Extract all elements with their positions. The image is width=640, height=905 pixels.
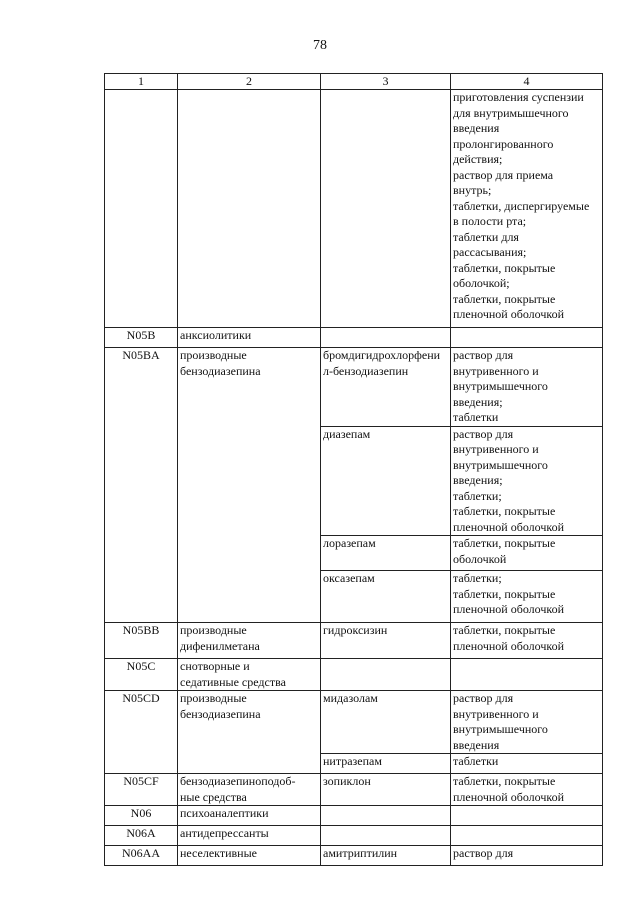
atc-code-cell: N06AA xyxy=(105,846,178,866)
atc-code-cell: N06 xyxy=(105,806,178,826)
cell-line: бензодиазепина xyxy=(180,706,261,721)
cell-line: анксиолитики xyxy=(180,328,252,342)
cell-line: раствор для xyxy=(453,846,514,860)
cell-line: оболочкой; xyxy=(453,276,510,290)
cell-line: таблетки для xyxy=(453,229,519,244)
cell-line: лоразепам xyxy=(323,536,376,550)
table-row xyxy=(105,846,603,866)
cell-line: внутривенного и xyxy=(453,706,539,721)
group-cell xyxy=(178,623,321,659)
cell-line: раствор для xyxy=(453,348,514,362)
cell-line: пленочной оболочкой xyxy=(453,519,565,534)
cell-line: таблетки xyxy=(453,754,499,768)
drug-cell xyxy=(321,623,451,659)
group-cell xyxy=(178,691,321,774)
drug-cell xyxy=(321,426,451,536)
cell-line: внутримышечного xyxy=(453,379,548,393)
cell-line: внутримышечного xyxy=(453,722,548,736)
column-header: 3 xyxy=(321,74,451,90)
drug-cell xyxy=(321,826,451,846)
cell-line: бромдигидрохлорфени xyxy=(323,348,441,362)
cell-line: мидазолам xyxy=(323,691,378,705)
cell-line: бензодиазепина xyxy=(180,363,261,378)
table-row xyxy=(105,691,603,754)
group-cell xyxy=(178,826,321,846)
cell-line: оксазепам xyxy=(323,571,375,585)
group-cell xyxy=(178,90,321,328)
dosage-form-cell xyxy=(451,90,603,328)
cell-line: оболочкой xyxy=(453,551,507,566)
dosage-form-cell xyxy=(451,846,603,866)
column-header: 2 xyxy=(178,74,321,90)
cell-line: седативные средства xyxy=(180,674,286,689)
dosage-form-cell xyxy=(451,536,603,571)
atc-code-cell xyxy=(105,90,178,328)
atc-code-cell: N05BA xyxy=(105,348,178,623)
header-row xyxy=(105,74,603,90)
cell-line: таблетки, покрытые xyxy=(453,774,556,788)
drug-table xyxy=(104,73,603,866)
cell-line: пленочной оболочкой xyxy=(453,602,565,616)
atc-code-cell: N05BB xyxy=(105,623,178,659)
column-header: 1 xyxy=(105,74,178,90)
cell-line: введения xyxy=(453,737,500,752)
drug-cell xyxy=(321,571,451,623)
cell-line: л-бензодиазепин xyxy=(323,363,409,378)
cell-line: антидепрессанты xyxy=(180,826,269,840)
cell-line: пленочной оболочкой xyxy=(453,789,565,804)
drug-cell xyxy=(321,691,451,754)
cell-line: действия; xyxy=(453,152,503,166)
cell-line: амитриптилин xyxy=(323,846,398,860)
cell-line: пленочной оболочкой xyxy=(453,638,565,653)
drug-cell xyxy=(321,348,451,427)
drug-cell xyxy=(321,328,451,348)
cell-line: таблетки, покрытые xyxy=(453,586,556,601)
cell-line: бензодиазепиноподоб- xyxy=(180,774,296,788)
cell-line: внутрь; xyxy=(453,183,492,197)
dosage-form-cell xyxy=(451,348,603,427)
table-row xyxy=(105,826,603,846)
dosage-form-cell xyxy=(451,623,603,659)
cell-line: раствор для приема xyxy=(453,167,554,182)
table-row xyxy=(105,659,603,691)
table-row xyxy=(105,623,603,659)
cell-line: неселективные xyxy=(180,846,257,860)
cell-line: введения xyxy=(453,121,500,135)
group-cell xyxy=(178,806,321,826)
cell-line: пленочной оболочкой xyxy=(453,307,565,321)
drug-cell xyxy=(321,806,451,826)
cell-line: таблетки, диспергируемые xyxy=(453,198,590,213)
cell-line: таблетки; xyxy=(453,571,502,585)
drug-cell xyxy=(321,846,451,866)
cell-line: раствор для xyxy=(453,426,514,441)
drug-cell xyxy=(321,90,451,328)
table-row xyxy=(105,348,603,427)
cell-line: производные xyxy=(180,348,247,362)
cell-line: снотворные и xyxy=(180,659,250,673)
cell-line: раствор для xyxy=(453,691,514,705)
cell-line: таблетки, покрытые xyxy=(453,623,556,637)
group-cell xyxy=(178,659,321,691)
cell-line: введения; xyxy=(453,473,503,487)
cell-line: пролонгированного xyxy=(453,136,554,151)
cell-line: таблетки; xyxy=(453,488,502,503)
table-row xyxy=(105,328,603,348)
cell-line: психоаналептики xyxy=(180,806,269,820)
drug-cell xyxy=(321,774,451,806)
cell-line: таблетки, покрытые xyxy=(453,536,556,550)
cell-line: дифенилметана xyxy=(180,638,260,653)
cell-line: диазепам xyxy=(323,426,371,441)
drug-cell xyxy=(321,536,451,571)
atc-code-cell: N05B xyxy=(105,328,178,348)
group-cell xyxy=(178,774,321,806)
cell-line: введения; xyxy=(453,394,503,409)
column-header: 4 xyxy=(451,74,603,90)
cell-line: производные xyxy=(180,691,247,705)
cell-line: рассасывания; xyxy=(453,245,527,259)
dosage-form-cell xyxy=(451,826,603,846)
cell-line: зопиклон xyxy=(323,774,371,788)
table-row xyxy=(105,806,603,826)
table-row xyxy=(105,90,603,328)
cell-line: для внутримышечного xyxy=(453,105,569,120)
dosage-form-cell xyxy=(451,426,603,536)
atc-code-cell: N05CF xyxy=(105,774,178,806)
drug-cell xyxy=(321,659,451,691)
drug-cell xyxy=(321,754,451,774)
table-row xyxy=(105,774,603,806)
dosage-form-cell xyxy=(451,328,603,348)
cell-line: нитразепам xyxy=(323,754,382,768)
cell-line: таблетки, покрытые xyxy=(453,291,556,306)
page-number: 78 xyxy=(313,38,327,53)
dosage-form-cell xyxy=(451,754,603,774)
group-cell xyxy=(178,328,321,348)
cell-line: внутривенного и xyxy=(453,442,539,456)
cell-line: внутривенного и xyxy=(453,363,539,378)
atc-code-cell: N05CD xyxy=(105,691,178,774)
atc-code-cell: N05C xyxy=(105,659,178,691)
group-cell xyxy=(178,846,321,866)
dosage-form-cell xyxy=(451,659,603,691)
cell-line: производные xyxy=(180,623,247,637)
cell-line: внутримышечного xyxy=(453,457,548,472)
cell-line: приготовления суспензии xyxy=(453,90,584,104)
atc-code-cell: N06A xyxy=(105,826,178,846)
dosage-form-cell xyxy=(451,571,603,623)
cell-line: ные средства xyxy=(180,789,247,804)
cell-line: таблетки, покрытые xyxy=(453,504,556,518)
group-cell xyxy=(178,348,321,623)
dosage-form-cell xyxy=(451,691,603,754)
cell-line: в полости рта; xyxy=(453,214,527,228)
cell-line: таблетки xyxy=(453,410,499,424)
cell-line: гидроксизин xyxy=(323,623,388,637)
dosage-form-cell xyxy=(451,774,603,806)
dosage-form-cell xyxy=(451,806,603,826)
cell-line: таблетки, покрытые xyxy=(453,260,556,275)
